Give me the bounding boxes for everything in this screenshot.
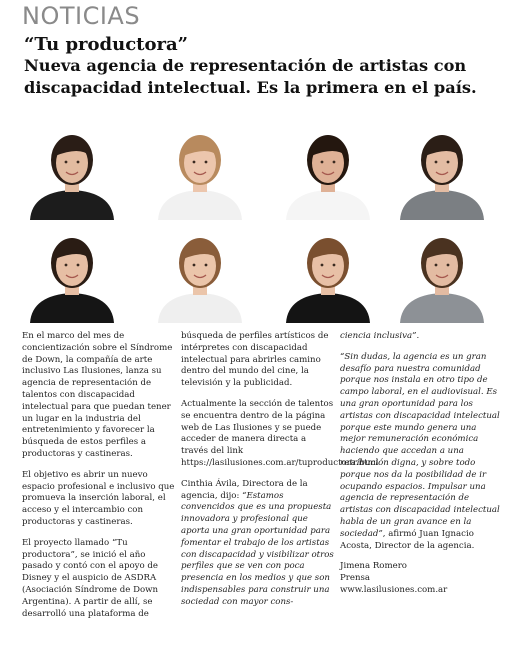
photo-grid: [22, 130, 512, 323]
person-photo: [278, 130, 378, 220]
section-label: NOTICIAS: [22, 2, 141, 30]
person-photo: [150, 130, 250, 220]
paragraph: El proyecto llamado “Tu productora”, se inició el año pasado y contó con el apoyo de Disney y el auspicio de ASDRA (Asociación Síndrome de Down Argentina). A partir de allí, se desarrolló una plataforma de: [22, 537, 159, 619]
paragraph: [181, 479, 334, 609]
text-column-1: [22, 331, 175, 629]
kicker-title: “Tu productora”: [24, 34, 188, 55]
paragraph: Actualmente la sección de talentos se encuentra dentro de la página web de Las Ilusiones y se puede acceder de manera directa a través del link https://lasilusiones.com.ar/tuproductora.html: [181, 398, 379, 468]
signature-block: [340, 561, 500, 596]
signature-name: Jimena Romero: [340, 561, 407, 572]
person-photo: [278, 233, 378, 323]
quote-attribution: Cinthia Ávila, Directora de la agencia, dijo:: [181, 478, 308, 501]
person-photo: [392, 233, 492, 323]
person-photo: [392, 130, 492, 220]
paragraph: [340, 352, 500, 553]
paragraph: En el marco del mes de concientización sobre el Síndrome de Down, la compañía de arte inclusivo Las Ilusiones, lanza su agencia de representación de talentos con discapacidad intelectual para que puedan tener un lugar en la industria del entretenimiento y favorecer la búsqueda de estos perfiles a productoras y castineras.: [22, 331, 173, 459]
person-photo: [22, 233, 122, 323]
quote: “Sin dudas, la agencia es un gran desafío para nuestra comunidad porque nos instala en otro tipo de campo laboral, en el audiovisual. Es una gran oportunidad para los artistas con discapacidad intelectual porque este mundo genera una mejor remuneración económica haciendo que accedan a una retribución digna, y sobre todo porque nos da la posibilidad de ir ocupando espacios. Impulsar una agencia de representación de artistas con discapacidad intelectual habla de un gran avance en la sociedad”: [340, 351, 500, 539]
quote-attribution: , afirmó Juan Ignacio Acosta, Director de la agencia.: [340, 528, 475, 551]
signature-role: Prensa: [340, 573, 371, 584]
signature-website: www.lasilusiones.com.ar: [340, 584, 448, 595]
person-photo: [22, 130, 122, 220]
headline: Nueva agencia de representación de artistas con discapacidad intelectual. Es la primera en el país.: [24, 56, 477, 97]
paragraph: ciencia inclusiva”.: [340, 331, 420, 341]
quote: “Estamos convencidos que es una propuesta innovadora y profesional que aporta una gran oportunidad para fomentar el trabajo de los artistas con discapacidad y visibilizar otros perfiles que se ven con poca presencia en los medios y que son indispensables para construir una sociedad con mayor cons-: [181, 490, 334, 607]
paragraph: El objetivo es abrir un nuevo espacio profesional e inclusivo que promueva la inserción laboral, el acceso y el intercambio con productoras y castineras.: [22, 469, 175, 527]
paragraph: búsqueda de perfiles artísticos de intérpretes con discapacidad intelectual para abrirles camino dentro del mundo del cine, la televisión y la publicidad.: [181, 331, 329, 389]
text-column-3: [340, 331, 500, 597]
person-photo: [150, 233, 250, 323]
